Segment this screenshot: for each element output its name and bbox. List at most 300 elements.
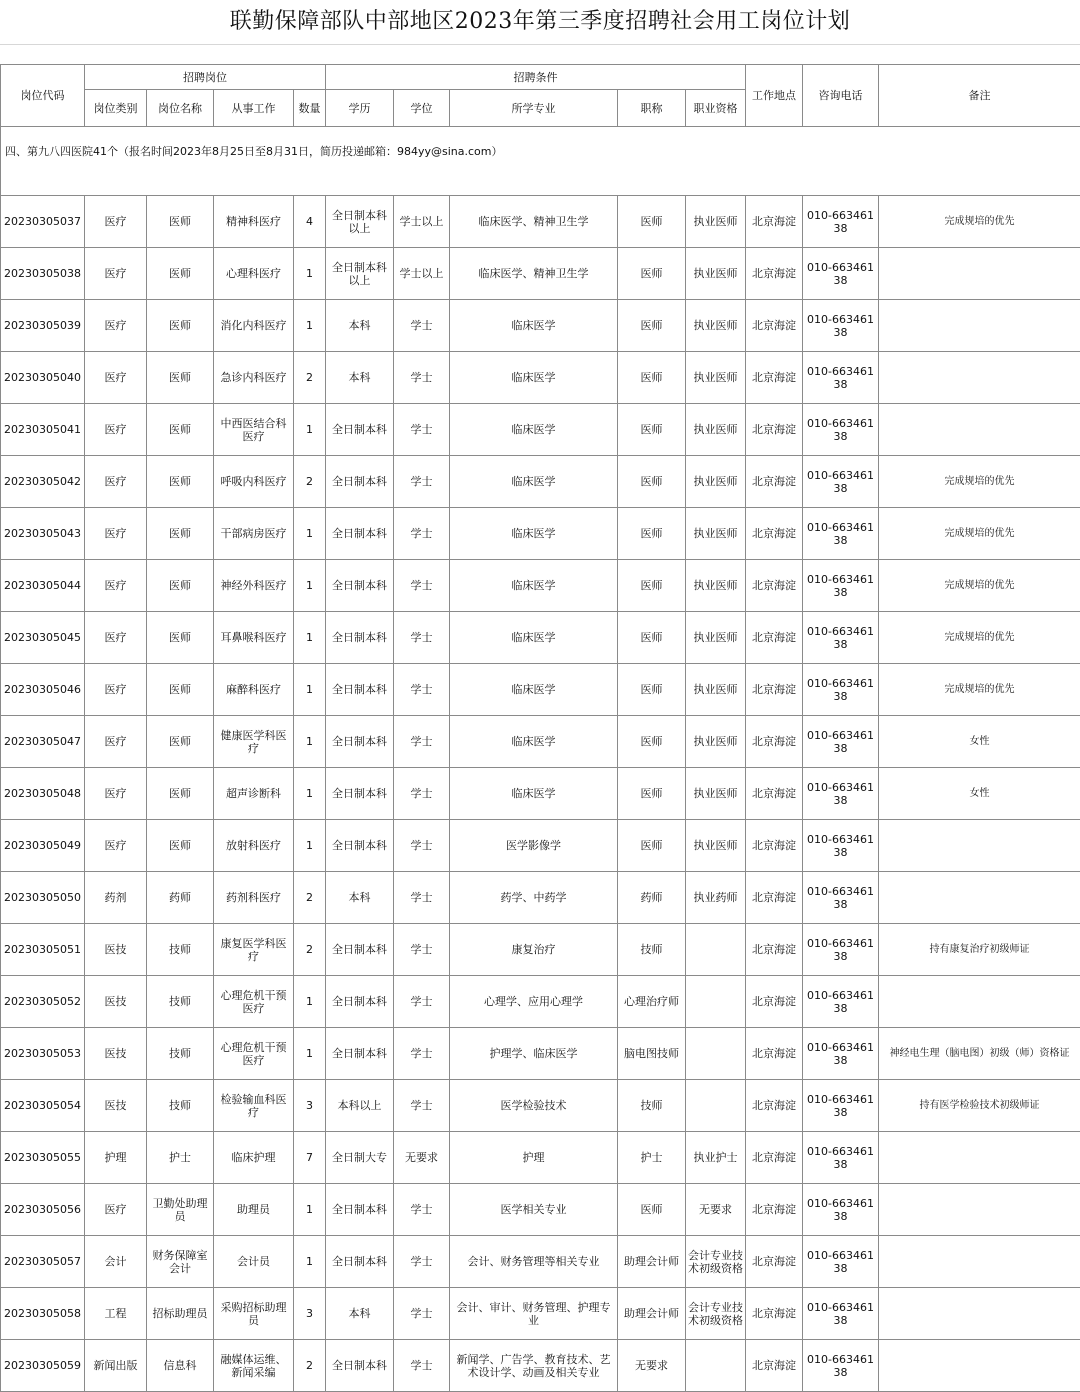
qualification-cell: 执业医师 bbox=[686, 612, 746, 664]
table-row bbox=[1, 508, 1080, 560]
code-cell: 20230305059 bbox=[1, 1340, 85, 1392]
post-name-cell: 医师 bbox=[147, 404, 214, 456]
qualification-cell: 执业药师 bbox=[686, 872, 746, 924]
degree-cell: 学士 bbox=[394, 456, 450, 508]
title-cell: 医师 bbox=[618, 664, 686, 716]
qualification-cell: 执业医师 bbox=[686, 664, 746, 716]
table-row bbox=[1, 664, 1080, 716]
qualification-cell bbox=[686, 1340, 746, 1392]
code-cell: 20230305040 bbox=[1, 352, 85, 404]
location-cell: 北京海淀 bbox=[746, 664, 803, 716]
category-cell: 医疗 bbox=[85, 248, 147, 300]
degree-cell: 学士 bbox=[394, 1184, 450, 1236]
qualification-cell: 执业医师 bbox=[686, 456, 746, 508]
phone-cell: 010-66346138 bbox=[803, 664, 879, 716]
location-cell: 北京海淀 bbox=[746, 300, 803, 352]
location-cell: 北京海淀 bbox=[746, 1184, 803, 1236]
location-cell: 北京海淀 bbox=[746, 456, 803, 508]
code-cell: 20230305048 bbox=[1, 768, 85, 820]
title-cell: 无要求 bbox=[618, 1340, 686, 1392]
education-cell: 全日制本科 bbox=[326, 1184, 394, 1236]
post-name-cell: 医师 bbox=[147, 196, 214, 248]
table-row bbox=[1, 352, 1080, 404]
page-title: 联勤保障部队中部地区2023年第三季度招聘社会用工岗位计划 bbox=[0, 0, 1080, 45]
degree-cell: 学士 bbox=[394, 1080, 450, 1132]
major-cell: 药学、中药学 bbox=[450, 872, 618, 924]
qualification-cell: 执业医师 bbox=[686, 716, 746, 768]
count-cell: 1 bbox=[294, 300, 326, 352]
title-cell: 技师 bbox=[618, 1080, 686, 1132]
remark-cell bbox=[879, 976, 1080, 1028]
degree-cell: 学士 bbox=[394, 872, 450, 924]
header-degree: 学位 bbox=[394, 90, 450, 127]
header-major: 所学专业 bbox=[450, 90, 618, 127]
remark-cell bbox=[879, 352, 1080, 404]
education-cell: 本科 bbox=[326, 1288, 394, 1340]
major-cell: 护理 bbox=[450, 1132, 618, 1184]
category-cell: 医技 bbox=[85, 1080, 147, 1132]
category-cell: 医疗 bbox=[85, 456, 147, 508]
major-cell: 心理学、应用心理学 bbox=[450, 976, 618, 1028]
qualification-cell: 执业医师 bbox=[686, 300, 746, 352]
title-cell: 医师 bbox=[618, 456, 686, 508]
phone-cell: 010-66346138 bbox=[803, 1028, 879, 1080]
post-name-cell: 卫勤处助理员 bbox=[147, 1184, 214, 1236]
count-cell: 2 bbox=[294, 1340, 326, 1392]
work-cell: 中西医结合科医疗 bbox=[214, 404, 294, 456]
title-cell: 脑电图技师 bbox=[618, 1028, 686, 1080]
post-name-cell: 医师 bbox=[147, 768, 214, 820]
degree-cell: 学士 bbox=[394, 1236, 450, 1288]
table-row bbox=[1, 820, 1080, 872]
title-cell: 医师 bbox=[618, 612, 686, 664]
remark-cell: 完成规培的优先 bbox=[879, 508, 1080, 560]
remark-cell bbox=[879, 872, 1080, 924]
remark-cell: 神经电生理（脑电图）初级（师）资格证 bbox=[879, 1028, 1080, 1080]
post-name-cell: 医师 bbox=[147, 508, 214, 560]
count-cell: 1 bbox=[294, 664, 326, 716]
count-cell: 1 bbox=[294, 1028, 326, 1080]
location-cell: 北京海淀 bbox=[746, 1288, 803, 1340]
phone-cell: 010-66346138 bbox=[803, 248, 879, 300]
work-cell: 精神科医疗 bbox=[214, 196, 294, 248]
post-name-cell: 技师 bbox=[147, 976, 214, 1028]
degree-cell: 学士 bbox=[394, 1288, 450, 1340]
education-cell: 全日制本科 bbox=[326, 716, 394, 768]
location-cell: 北京海淀 bbox=[746, 1028, 803, 1080]
code-cell: 20230305046 bbox=[1, 664, 85, 716]
degree-cell: 学士 bbox=[394, 300, 450, 352]
degree-cell: 学士以上 bbox=[394, 248, 450, 300]
count-cell: 2 bbox=[294, 872, 326, 924]
education-cell: 全日制本科 bbox=[326, 1236, 394, 1288]
header-count: 数量 bbox=[294, 90, 326, 127]
location-cell: 北京海淀 bbox=[746, 1080, 803, 1132]
location-cell: 北京海淀 bbox=[746, 508, 803, 560]
category-cell: 医疗 bbox=[85, 300, 147, 352]
location-cell: 北京海淀 bbox=[746, 352, 803, 404]
work-cell: 放射科医疗 bbox=[214, 820, 294, 872]
major-cell: 临床医学 bbox=[450, 560, 618, 612]
post-name-cell: 医师 bbox=[147, 664, 214, 716]
location-cell: 北京海淀 bbox=[746, 612, 803, 664]
count-cell: 1 bbox=[294, 1236, 326, 1288]
work-cell: 麻醉科医疗 bbox=[214, 664, 294, 716]
work-cell: 心理科医疗 bbox=[214, 248, 294, 300]
location-cell: 北京海淀 bbox=[746, 872, 803, 924]
code-cell: 20230305037 bbox=[1, 196, 85, 248]
major-cell: 新闻学、广告学、教育技术、艺术设计学、动画及相关专业 bbox=[450, 1340, 618, 1392]
remark-cell bbox=[879, 1340, 1080, 1392]
remark-cell: 持有医学检验技术初级师证 bbox=[879, 1080, 1080, 1132]
post-name-cell: 技师 bbox=[147, 924, 214, 976]
title-cell: 医师 bbox=[618, 196, 686, 248]
category-cell: 医疗 bbox=[85, 352, 147, 404]
remark-cell: 完成规培的优先 bbox=[879, 612, 1080, 664]
work-cell: 心理危机干预医疗 bbox=[214, 976, 294, 1028]
count-cell: 1 bbox=[294, 976, 326, 1028]
remark-cell bbox=[879, 820, 1080, 872]
code-cell: 20230305057 bbox=[1, 1236, 85, 1288]
code-cell: 20230305049 bbox=[1, 820, 85, 872]
table-row bbox=[1, 924, 1080, 976]
table-row bbox=[1, 716, 1080, 768]
qualification-cell: 执业医师 bbox=[686, 196, 746, 248]
location-cell: 北京海淀 bbox=[746, 196, 803, 248]
location-cell: 北京海淀 bbox=[746, 820, 803, 872]
category-cell: 医疗 bbox=[85, 664, 147, 716]
count-cell: 1 bbox=[294, 1184, 326, 1236]
qualification-cell: 无要求 bbox=[686, 1184, 746, 1236]
major-cell: 会计、审计、财务管理、护理专业 bbox=[450, 1288, 618, 1340]
phone-cell: 010-66346138 bbox=[803, 508, 879, 560]
major-cell: 临床医学 bbox=[450, 404, 618, 456]
title-cell: 助理会计师 bbox=[618, 1236, 686, 1288]
degree-cell: 学士 bbox=[394, 1340, 450, 1392]
work-cell: 超声诊断科 bbox=[214, 768, 294, 820]
work-cell: 干部病房医疗 bbox=[214, 508, 294, 560]
table-row bbox=[1, 1340, 1080, 1392]
location-cell: 北京海淀 bbox=[746, 1340, 803, 1392]
count-cell: 7 bbox=[294, 1132, 326, 1184]
code-cell: 20230305053 bbox=[1, 1028, 85, 1080]
education-cell: 全日制本科 bbox=[326, 924, 394, 976]
major-cell: 医学检验技术 bbox=[450, 1080, 618, 1132]
header-post-name: 岗位名称 bbox=[147, 90, 214, 127]
category-cell: 医疗 bbox=[85, 716, 147, 768]
code-cell: 20230305058 bbox=[1, 1288, 85, 1340]
section-label: 四、第九八四医院41个（报名时间2023年8月25日至8月31日，简历投递邮箱：984yy@sina.com） bbox=[1, 127, 1080, 196]
remark-cell bbox=[879, 1236, 1080, 1288]
post-name-cell: 医师 bbox=[147, 560, 214, 612]
remark-cell: 持有康复治疗初级师证 bbox=[879, 924, 1080, 976]
phone-cell: 010-66346138 bbox=[803, 300, 879, 352]
post-name-cell: 财务保障室会计 bbox=[147, 1236, 214, 1288]
education-cell: 本科 bbox=[326, 352, 394, 404]
qualification-cell: 执业医师 bbox=[686, 352, 746, 404]
qualification-cell bbox=[686, 924, 746, 976]
work-cell: 呼吸内科医疗 bbox=[214, 456, 294, 508]
post-name-cell: 技师 bbox=[147, 1028, 214, 1080]
title-cell: 医师 bbox=[618, 1184, 686, 1236]
degree-cell: 学士 bbox=[394, 508, 450, 560]
work-cell: 康复医学科医疗 bbox=[214, 924, 294, 976]
category-cell: 会计 bbox=[85, 1236, 147, 1288]
count-cell: 1 bbox=[294, 820, 326, 872]
title-cell: 医师 bbox=[618, 248, 686, 300]
count-cell: 1 bbox=[294, 612, 326, 664]
remark-cell: 完成规培的优先 bbox=[879, 560, 1080, 612]
header-education: 学历 bbox=[326, 90, 394, 127]
education-cell: 全日制本科 bbox=[326, 664, 394, 716]
post-name-cell: 医师 bbox=[147, 300, 214, 352]
category-cell: 医疗 bbox=[85, 820, 147, 872]
category-cell: 医疗 bbox=[85, 560, 147, 612]
category-cell: 医技 bbox=[85, 1028, 147, 1080]
title-cell: 医师 bbox=[618, 768, 686, 820]
qualification-cell: 会计专业技术初级资格 bbox=[686, 1236, 746, 1288]
post-name-cell: 医师 bbox=[147, 612, 214, 664]
education-cell: 全日制本科 bbox=[326, 976, 394, 1028]
qualification-cell bbox=[686, 1028, 746, 1080]
count-cell: 1 bbox=[294, 508, 326, 560]
post-name-cell: 技师 bbox=[147, 1080, 214, 1132]
qualification-cell: 执业护士 bbox=[686, 1132, 746, 1184]
code-cell: 20230305043 bbox=[1, 508, 85, 560]
education-cell: 本科以上 bbox=[326, 1080, 394, 1132]
table-row bbox=[1, 1028, 1080, 1080]
header-code: 岗位代码 bbox=[1, 65, 85, 127]
location-cell: 北京海淀 bbox=[746, 1132, 803, 1184]
phone-cell: 010-66346138 bbox=[803, 872, 879, 924]
title-cell: 医师 bbox=[618, 300, 686, 352]
count-cell: 3 bbox=[294, 1288, 326, 1340]
location-cell: 北京海淀 bbox=[746, 404, 803, 456]
title-cell: 药师 bbox=[618, 872, 686, 924]
degree-cell: 学士 bbox=[394, 924, 450, 976]
title-cell: 技师 bbox=[618, 924, 686, 976]
location-cell: 北京海淀 bbox=[746, 768, 803, 820]
education-cell: 全日制本科 bbox=[326, 612, 394, 664]
work-cell: 耳鼻喉科医疗 bbox=[214, 612, 294, 664]
education-cell: 全日制本科以上 bbox=[326, 196, 394, 248]
title-cell: 护士 bbox=[618, 1132, 686, 1184]
work-cell: 急诊内科医疗 bbox=[214, 352, 294, 404]
post-name-cell: 医师 bbox=[147, 248, 214, 300]
work-cell: 助理员 bbox=[214, 1184, 294, 1236]
work-cell: 融媒体运维、新闻采编 bbox=[214, 1340, 294, 1392]
header-work: 从事工作 bbox=[214, 90, 294, 127]
education-cell: 全日制本科 bbox=[326, 1340, 394, 1392]
degree-cell: 学士 bbox=[394, 560, 450, 612]
major-cell: 临床医学 bbox=[450, 664, 618, 716]
phone-cell: 010-66346138 bbox=[803, 352, 879, 404]
category-cell: 护理 bbox=[85, 1132, 147, 1184]
education-cell: 全日制大专 bbox=[326, 1132, 394, 1184]
remark-cell: 女性 bbox=[879, 768, 1080, 820]
category-cell: 新闻出版 bbox=[85, 1340, 147, 1392]
phone-cell: 010-66346138 bbox=[803, 196, 879, 248]
header-row-1 bbox=[1, 65, 1080, 90]
major-cell: 康复治疗 bbox=[450, 924, 618, 976]
table-row bbox=[1, 612, 1080, 664]
degree-cell: 学士 bbox=[394, 820, 450, 872]
remark-cell: 完成规培的优先 bbox=[879, 456, 1080, 508]
location-cell: 北京海淀 bbox=[746, 560, 803, 612]
remark-cell: 女性 bbox=[879, 716, 1080, 768]
count-cell: 4 bbox=[294, 196, 326, 248]
location-cell: 北京海淀 bbox=[746, 924, 803, 976]
count-cell: 2 bbox=[294, 924, 326, 976]
major-cell: 临床医学 bbox=[450, 300, 618, 352]
table-row bbox=[1, 196, 1080, 248]
phone-cell: 010-66346138 bbox=[803, 560, 879, 612]
education-cell: 全日制本科 bbox=[326, 456, 394, 508]
phone-cell: 010-66346138 bbox=[803, 612, 879, 664]
table-row bbox=[1, 300, 1080, 352]
post-name-cell: 药师 bbox=[147, 872, 214, 924]
location-cell: 北京海淀 bbox=[746, 248, 803, 300]
qualification-cell: 执业医师 bbox=[686, 248, 746, 300]
category-cell: 药剂 bbox=[85, 872, 147, 924]
education-cell: 全日制本科以上 bbox=[326, 248, 394, 300]
location-cell: 北京海淀 bbox=[746, 716, 803, 768]
code-cell: 20230305044 bbox=[1, 560, 85, 612]
category-cell: 工程 bbox=[85, 1288, 147, 1340]
qualification-cell: 执业医师 bbox=[686, 404, 746, 456]
qualification-cell: 执业医师 bbox=[686, 508, 746, 560]
header-category: 岗位类别 bbox=[85, 90, 147, 127]
blank-row bbox=[0, 44, 1080, 64]
remark-cell bbox=[879, 300, 1080, 352]
remark-cell bbox=[879, 1184, 1080, 1236]
category-cell: 医疗 bbox=[85, 196, 147, 248]
remark-cell bbox=[879, 1288, 1080, 1340]
header-remark: 备注 bbox=[879, 65, 1080, 127]
count-cell: 2 bbox=[294, 352, 326, 404]
code-cell: 20230305052 bbox=[1, 976, 85, 1028]
degree-cell: 学士 bbox=[394, 612, 450, 664]
location-cell: 北京海淀 bbox=[746, 1236, 803, 1288]
qualification-cell bbox=[686, 976, 746, 1028]
category-cell: 医疗 bbox=[85, 508, 147, 560]
table-row bbox=[1, 976, 1080, 1028]
phone-cell: 010-66346138 bbox=[803, 404, 879, 456]
degree-cell: 学士 bbox=[394, 976, 450, 1028]
work-cell: 健康医学科医疗 bbox=[214, 716, 294, 768]
count-cell: 1 bbox=[294, 248, 326, 300]
remark-cell: 完成规培的优先 bbox=[879, 664, 1080, 716]
major-cell: 会计、财务管理等相关专业 bbox=[450, 1236, 618, 1288]
title-cell: 医师 bbox=[618, 352, 686, 404]
title-cell: 助理会计师 bbox=[618, 1288, 686, 1340]
code-cell: 20230305038 bbox=[1, 248, 85, 300]
table-row bbox=[1, 1184, 1080, 1236]
work-cell: 药剂科医疗 bbox=[214, 872, 294, 924]
code-cell: 20230305039 bbox=[1, 300, 85, 352]
work-cell: 会计员 bbox=[214, 1236, 294, 1288]
table-row bbox=[1, 248, 1080, 300]
category-cell: 医疗 bbox=[85, 612, 147, 664]
phone-cell: 010-66346138 bbox=[803, 1340, 879, 1392]
education-cell: 全日制本科 bbox=[326, 1028, 394, 1080]
education-cell: 本科 bbox=[326, 872, 394, 924]
phone-cell: 010-66346138 bbox=[803, 456, 879, 508]
qualification-cell bbox=[686, 1080, 746, 1132]
code-cell: 20230305051 bbox=[1, 924, 85, 976]
table-row bbox=[1, 1080, 1080, 1132]
phone-cell: 010-66346138 bbox=[803, 1236, 879, 1288]
degree-cell: 学士 bbox=[394, 404, 450, 456]
category-cell: 医技 bbox=[85, 976, 147, 1028]
education-cell: 全日制本科 bbox=[326, 508, 394, 560]
phone-cell: 010-66346138 bbox=[803, 768, 879, 820]
post-name-cell: 医师 bbox=[147, 456, 214, 508]
code-cell: 20230305041 bbox=[1, 404, 85, 456]
phone-cell: 010-66346138 bbox=[803, 1288, 879, 1340]
category-cell: 医技 bbox=[85, 924, 147, 976]
table-row bbox=[1, 456, 1080, 508]
post-name-cell: 护士 bbox=[147, 1132, 214, 1184]
degree-cell: 学士以上 bbox=[394, 196, 450, 248]
education-cell: 全日制本科 bbox=[326, 768, 394, 820]
phone-cell: 010-66346138 bbox=[803, 924, 879, 976]
major-cell: 临床医学 bbox=[450, 768, 618, 820]
degree-cell: 学士 bbox=[394, 664, 450, 716]
qualification-cell: 会计专业技术初级资格 bbox=[686, 1288, 746, 1340]
phone-cell: 010-66346138 bbox=[803, 1184, 879, 1236]
post-name-cell: 医师 bbox=[147, 716, 214, 768]
phone-cell: 010-66346138 bbox=[803, 1080, 879, 1132]
degree-cell: 无要求 bbox=[394, 1132, 450, 1184]
major-cell: 临床医学、精神卫生学 bbox=[450, 248, 618, 300]
table-row bbox=[1, 1236, 1080, 1288]
header-title: 职称 bbox=[618, 90, 686, 127]
header-phone: 咨询电话 bbox=[803, 65, 879, 127]
code-cell: 20230305055 bbox=[1, 1132, 85, 1184]
work-cell: 消化内科医疗 bbox=[214, 300, 294, 352]
major-cell: 医学相关专业 bbox=[450, 1184, 618, 1236]
post-name-cell: 医师 bbox=[147, 352, 214, 404]
table-row bbox=[1, 872, 1080, 924]
post-name-cell: 招标助理员 bbox=[147, 1288, 214, 1340]
phone-cell: 010-66346138 bbox=[803, 1132, 879, 1184]
category-cell: 医疗 bbox=[85, 404, 147, 456]
location-cell: 北京海淀 bbox=[746, 976, 803, 1028]
title-cell: 医师 bbox=[618, 820, 686, 872]
remark-cell bbox=[879, 404, 1080, 456]
education-cell: 全日制本科 bbox=[326, 820, 394, 872]
work-cell: 临床护理 bbox=[214, 1132, 294, 1184]
post-name-cell: 医师 bbox=[147, 820, 214, 872]
degree-cell: 学士 bbox=[394, 352, 450, 404]
degree-cell: 学士 bbox=[394, 1028, 450, 1080]
code-cell: 20230305042 bbox=[1, 456, 85, 508]
major-cell: 医学影像学 bbox=[450, 820, 618, 872]
phone-cell: 010-66346138 bbox=[803, 976, 879, 1028]
work-cell: 检验输血科医疗 bbox=[214, 1080, 294, 1132]
phone-cell: 010-66346138 bbox=[803, 716, 879, 768]
qualification-cell: 执业医师 bbox=[686, 768, 746, 820]
table-row bbox=[1, 1132, 1080, 1184]
count-cell: 1 bbox=[294, 716, 326, 768]
title-cell: 医师 bbox=[618, 716, 686, 768]
major-cell: 临床医学 bbox=[450, 456, 618, 508]
table-row bbox=[1, 404, 1080, 456]
count-cell: 1 bbox=[294, 404, 326, 456]
code-cell: 20230305045 bbox=[1, 612, 85, 664]
post-name-cell: 信息科 bbox=[147, 1340, 214, 1392]
